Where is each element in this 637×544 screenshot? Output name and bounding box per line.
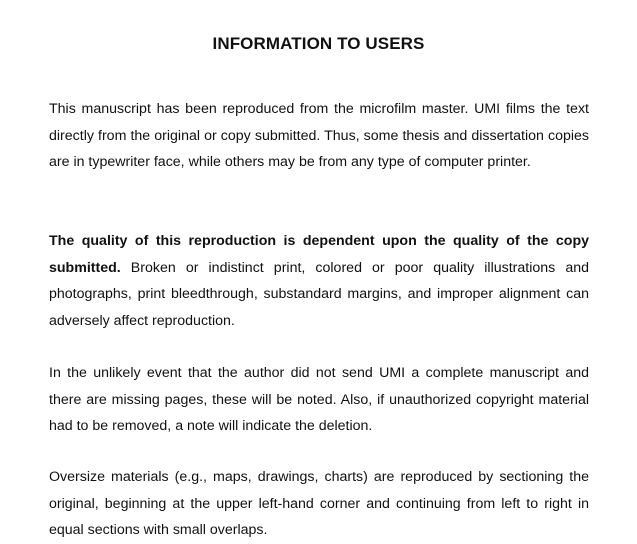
paragraph-quality-notice — [49, 228, 589, 334]
paragraph-text: This manuscript has been reproduced from the microfilm master. UMI films the text directly from the original or copy submitted. Thus, some thesis and dissertation copies are in typewriter face, while others may be from any type of computer printer. — [49, 101, 589, 170]
paragraph-lead-bold: The quality of this reproduction is dependent upon the quality of the copy submitted. — [49, 233, 589, 276]
paragraph-oversize-notice — [49, 464, 589, 544]
paragraph-text: In the unlikely event that the author did not send UMI a complete manuscript and there are missing pages, these will be noted. Also, if unauthorized copyright material had to be removed, a note will indicate the deletion. — [49, 365, 589, 434]
paragraph-text: Oversize materials (e.g., maps, drawings, charts) are reproduced by sectioning the original, beginning at the upper left-hand corner and continuing from left to right in equal sections with small overlaps. — [49, 469, 589, 538]
paragraph-microfilm-notice — [49, 96, 589, 176]
paragraph-text: Broken or indistinct print, colored or poor quality illustrations and photographs, print bleedthrough, substandard margins, and improper alignment can adversely affect reproduction. — [49, 259, 589, 329]
paragraph-missing-pages-notice — [49, 360, 589, 440]
document-title: INFORMATION TO USERS — [212, 34, 425, 53]
